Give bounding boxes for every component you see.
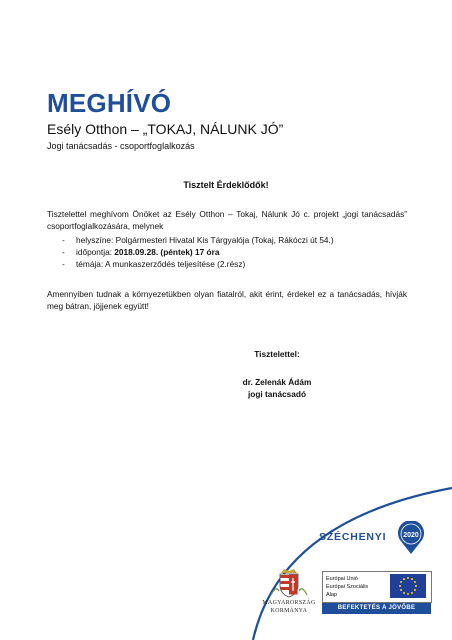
government-line1: MAGYARORSZÁG xyxy=(262,600,316,606)
project-subtitle: Esély Otthon – „TOKAJ, NÁLUNK JÓ” xyxy=(47,121,284,137)
government-label xyxy=(256,599,322,615)
eu-line1: Európai Unió xyxy=(326,576,358,582)
eu-label xyxy=(326,575,368,599)
eu-star-icon xyxy=(403,578,405,580)
eu-star-icon xyxy=(414,581,416,583)
page-title: MEGHÍVÓ xyxy=(47,88,172,118)
time-value: 2018.09.28. (péntek) 17 óra xyxy=(114,247,220,257)
topic-text: témája: A munkaszerződés teljesítése (2.rész) xyxy=(76,259,246,269)
szechenyi-logo-text: SZÉCHENYI xyxy=(319,531,387,543)
eu-star-icon xyxy=(407,577,409,579)
eu-star-icon xyxy=(411,592,413,594)
eu-line2: Európai Szociális xyxy=(326,584,369,590)
government-line2: KORMÁNYA xyxy=(270,608,308,614)
eu-star-icon xyxy=(414,589,416,591)
time-label: időpontja: xyxy=(76,247,115,257)
eu-star-icon xyxy=(400,581,402,583)
intro-paragraph: Tisztelettel meghívom Önöket az Esély Otthon – Tokaj, Nálunk Jó c. projekt „jogi tanácsadás” csoportfoglalkozására, melynek xyxy=(47,209,407,231)
signer-title: jogi tanácsadó xyxy=(247,389,307,399)
hungary-crest-icon xyxy=(268,567,310,599)
szechenyi-year: 2020 xyxy=(403,532,419,539)
event-type: Jogi tanácsadás - csoportfoglalkozás xyxy=(47,141,195,151)
eu-star-icon xyxy=(415,585,417,587)
signoff: Tisztelettel: xyxy=(254,349,300,359)
eu-star-icon xyxy=(407,593,409,595)
eu-star-icon xyxy=(399,585,401,587)
eu-star-icon xyxy=(400,589,402,591)
eu-star-icon xyxy=(403,592,405,594)
eu-star-icon xyxy=(411,578,413,580)
closing-paragraph: Amennyiben tudnak a környezetükben olyan fiatalról, akit érint, érdekel ez a tanácsadás, hívják meg bátran, jöjjenek együtt! xyxy=(47,289,407,311)
investment-banner: BEFEKTETÉS A JÖVŐBE xyxy=(322,603,431,614)
signer-name: dr. Zelenák Ádám xyxy=(242,377,312,387)
eu-flag-icon xyxy=(390,574,426,598)
szechenyi-pin-icon xyxy=(396,521,426,555)
location-text: helyszíne: Polgármesteri Hivatal Kis Tárgyalója (Tokaj, Rákóczi út 54.) xyxy=(76,235,334,245)
greeting: Tisztelt Érdeklődők! xyxy=(183,180,269,190)
eu-line3: Alap xyxy=(326,592,338,598)
